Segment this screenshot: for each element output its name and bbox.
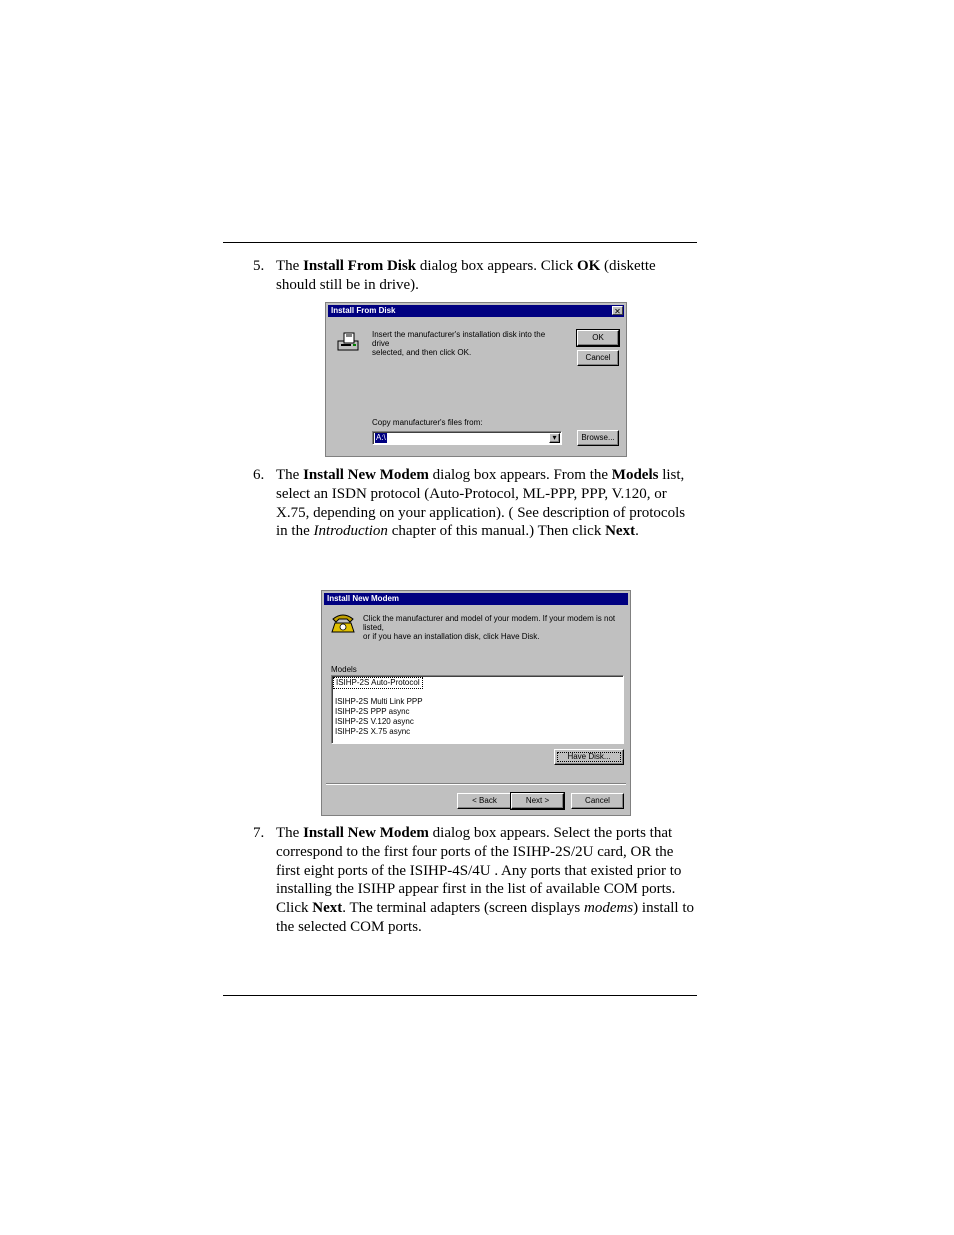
text-run: dialog box appears. Click (416, 258, 577, 274)
text-run: Models (611, 467, 659, 483)
text-run: dialog box appears. Select the ports that correspond to the first four ports of the ISIHP-2S/2U card, OR the first eight ports of the ISIHP-4S/4U . Any ports that existed prior to installing the ISIHP appear first in the list of available COM ports. Click (276, 825, 682, 917)
text-run: Next (605, 523, 636, 540)
step-text (276, 257, 696, 295)
back-button[interactable]: < Back (457, 793, 512, 809)
text-run: The (276, 258, 304, 274)
chevron-down-icon[interactable]: ▾ (549, 433, 560, 443)
dialog-message: Insert the manufacturer's installation disk into the drive selected, and then click OK. (372, 330, 546, 357)
model-list-item[interactable]: ISIHP-2S X.75 async (335, 727, 411, 736)
copy-from-label: Copy manufacturer's files from: (372, 418, 483, 427)
have-disk-button[interactable]: Have Disk... (554, 749, 624, 765)
text-run: chapter of this manual.) Then click (387, 523, 606, 540)
install-new-modem-dialog (321, 590, 631, 816)
step-number: 6. (253, 467, 265, 483)
text-run: dialog box appears. From the (428, 467, 612, 483)
text-run: ) install to the selected COM ports. (276, 900, 694, 935)
model-list-item[interactable]: ISIHP-2S PPP async (335, 707, 410, 716)
step-text (276, 824, 696, 937)
text-run: The (276, 825, 304, 841)
path-combobox[interactable] (372, 431, 562, 445)
cancel-button[interactable]: Cancel (571, 793, 624, 809)
step-number: 5. (253, 258, 265, 274)
dialog-titlebar (324, 593, 628, 605)
step-number: 7. (253, 825, 265, 841)
dialog-title: Install New Modem (327, 594, 400, 603)
step-text (276, 466, 696, 541)
text-run: (diskette should still be in drive). (276, 258, 656, 293)
browse-button[interactable]: Browse... (577, 430, 619, 446)
telephone-icon (330, 611, 356, 635)
text-run: OK (576, 258, 601, 274)
text-run: list, select an ISDN protocol (Auto-Protocol, ML-PPP, PPP, V.120, or X.75, depending on your application). ( See description of protocols in the (276, 467, 686, 540)
footer-rule (223, 995, 697, 996)
text-run: modems (583, 900, 634, 917)
dialog-titlebar (328, 305, 624, 317)
header-rule (223, 242, 697, 243)
text-run: The (276, 467, 304, 483)
model-list-item[interactable]: ISIHP-2S V.120 async (335, 717, 414, 726)
install-from-disk-dialog (325, 302, 627, 457)
text-run: Install New Modem (303, 825, 429, 841)
disk-drive-icon (336, 331, 360, 353)
model-list-item[interactable]: ISIHP-2S Multi Link PPP (335, 697, 423, 706)
models-label: Models (331, 665, 357, 674)
model-list-item[interactable]: ISIHP-2S Auto-Protocol (333, 677, 423, 689)
path-value: A:\ (376, 433, 386, 442)
text-run: . (635, 523, 639, 540)
next-button[interactable]: Next > (511, 793, 564, 809)
dialog-title: Install From Disk (331, 306, 396, 315)
text-run: Introduction (313, 523, 388, 540)
text-run: Install From Disk (303, 258, 417, 274)
close-icon[interactable]: ✕ (612, 306, 623, 315)
separator (326, 783, 626, 785)
text-run: Next (312, 900, 343, 917)
dialog-message: Click the manufacturer and model of your modem. If your modem is not listed, or if you have an installation disk, click Have Disk. (363, 614, 616, 641)
cancel-button[interactable]: Cancel (577, 350, 619, 366)
models-list[interactable] (331, 675, 624, 744)
ok-button[interactable]: OK (577, 330, 619, 346)
text-run: . The terminal adapters (screen displays (342, 900, 584, 917)
text-run: Install New Modem (303, 467, 429, 483)
